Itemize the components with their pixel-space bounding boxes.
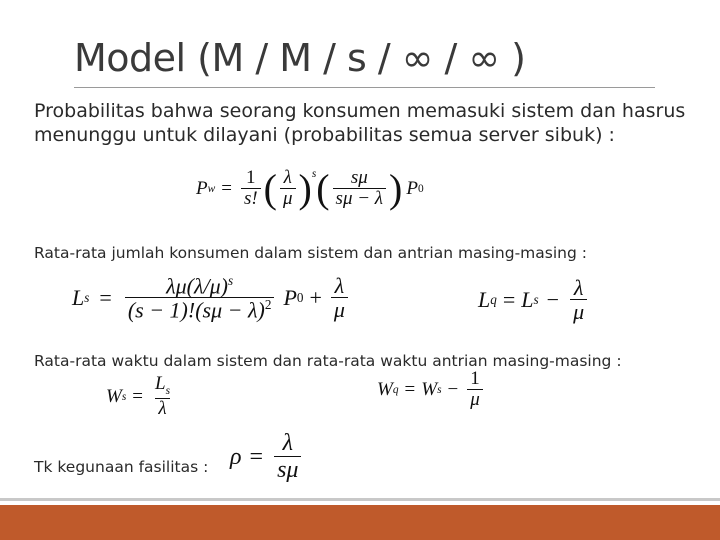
formula-ls (72, 274, 351, 323)
formula-lq (478, 276, 590, 324)
ws-lhs: W (106, 385, 122, 407)
lq-minus: − (546, 287, 560, 313)
formula-rho (230, 431, 304, 484)
pw-frac-3-den: sμ − λ (333, 188, 386, 210)
ls-equals: = (99, 285, 112, 311)
wq-lhs-sub: q (392, 383, 399, 396)
pw-equals: = (221, 177, 232, 199)
paragraph-utilization: Tk kegunaan fasilitas : (34, 458, 209, 476)
wq-lhs: W (377, 378, 393, 400)
lq-equals: = (502, 287, 516, 313)
rho-equals: = (249, 443, 264, 470)
ls-frac-2 (331, 274, 348, 322)
footer-accent-bar (0, 505, 720, 540)
paragraph-average-customers: Rata-rata jumlah konsumen dalam sistem dan antrian masing-masing : (34, 244, 587, 262)
ls-plus: + (309, 285, 322, 311)
pw-lhs: P (196, 177, 208, 199)
wq-frac (467, 369, 483, 411)
footer-divider (0, 498, 720, 501)
pw-lhs-sub: w (207, 182, 216, 195)
rho-frac (274, 431, 301, 484)
lq-lhs-sub: q (490, 292, 497, 308)
paragraph-busy-probability: Probabilitas bahwa seorang konsumen memasuki sistem dan hasrus menunggu untuk dilayani (probabilitas semua server sibuk) : (34, 100, 686, 146)
wq-equals: = (404, 378, 416, 400)
title-divider (74, 87, 655, 88)
ws-frac-num (152, 374, 173, 398)
pw-p0: P (406, 177, 418, 199)
ls-frac-den (125, 297, 275, 323)
pw-p0-sub: 0 (417, 182, 424, 195)
formula-wq (377, 369, 486, 411)
wq-rhs: W (421, 378, 438, 400)
ls-lhs: L (72, 285, 85, 311)
rho-frac-den: sμ (274, 456, 301, 483)
ls-p0-sub: 0 (296, 290, 304, 306)
wq-rhs-sub: s (437, 383, 442, 396)
pw-frac-3-num: sμ (350, 167, 368, 188)
ws-frac-den: λ (155, 398, 169, 420)
wq-frac-den: μ (467, 389, 483, 411)
lq-lhs: L (478, 287, 491, 313)
pw-frac-1-den: s! (241, 188, 261, 210)
ws-equals: = (132, 385, 143, 407)
lq-frac-num: λ (573, 275, 584, 300)
pw-frac-2-num: λ (283, 167, 292, 188)
pw-frac-3 (333, 168, 386, 210)
ws-frac (152, 374, 173, 420)
ls-frac-num (163, 274, 236, 297)
slide-title: Model (M / M / s / ∞ / ∞ ) (74, 36, 526, 80)
ls-num-exp: s (228, 273, 234, 288)
ls-frac (125, 274, 275, 323)
wq-minus: − (447, 378, 459, 400)
lq-frac-den: μ (570, 299, 587, 324)
ws-lhs-sub: s (121, 390, 127, 403)
pw-frac-1 (241, 168, 261, 210)
formula-ws (106, 374, 176, 420)
ls-frac-2-den: μ (331, 297, 348, 322)
pw-paren-close: ) (298, 165, 312, 211)
ws-num-sub: s (165, 384, 170, 397)
wq-frac-num: 1 (470, 368, 480, 389)
pw-frac-1-num: 1 (246, 167, 256, 188)
pw-exp: s (311, 168, 317, 180)
pw-frac-2 (280, 168, 296, 210)
lq-rhs: L (521, 287, 534, 313)
ls-den-text: (s − 1)!(sμ − λ) (127, 297, 265, 323)
formula-pw (196, 165, 424, 211)
rho-lhs: ρ (230, 443, 242, 470)
ls-den-exp: 2 (264, 297, 272, 313)
ls-p0: P (283, 285, 297, 311)
rho-frac-num: λ (282, 430, 293, 456)
lq-rhs-sub: s (533, 292, 539, 308)
ws-num-text: L (154, 373, 166, 394)
ls-num-text: λμ(λ/μ) (166, 273, 229, 299)
pw-paren-open-2: ( (316, 165, 330, 211)
ls-frac-2-num: λ (334, 273, 345, 299)
pw-paren-open: ( (263, 165, 277, 211)
lq-frac (570, 276, 587, 324)
paragraph-average-time: Rata-rata waktu dalam sistem dan rata-rata waktu antrian masing-masing : (34, 352, 622, 370)
pw-frac-2-den: μ (280, 188, 296, 210)
pw-paren-close-2: ) (389, 165, 403, 211)
ls-lhs-sub: s (84, 290, 90, 306)
